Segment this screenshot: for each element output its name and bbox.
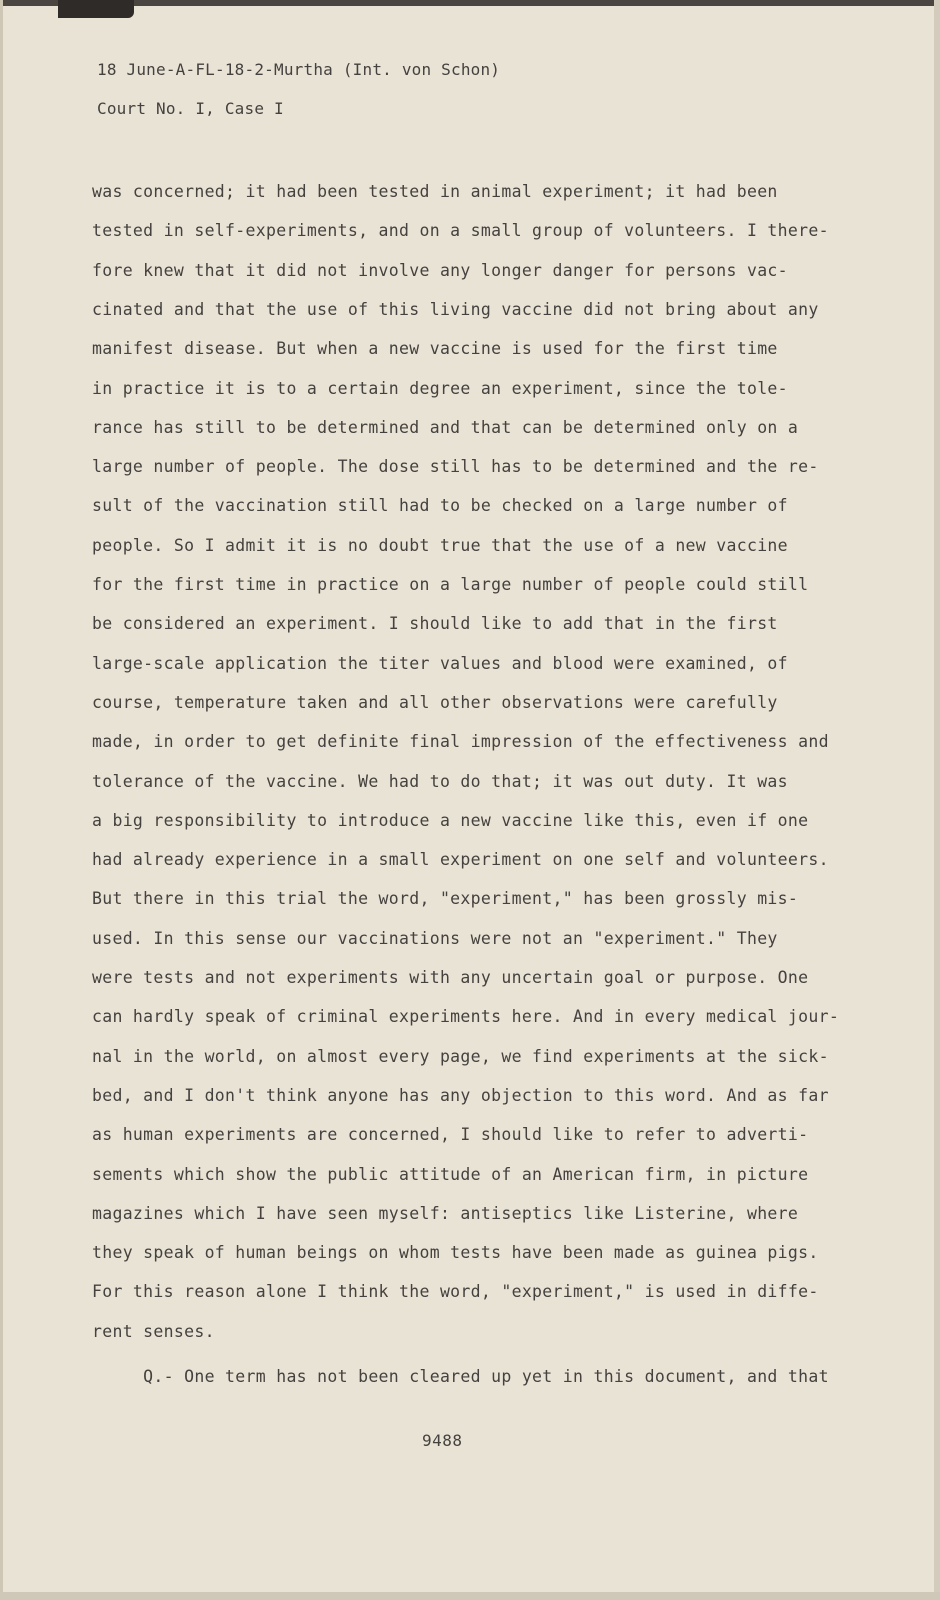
body-text-line: fore knew that it did not involve any longer danger for persons vac- xyxy=(92,261,788,280)
body-text-line: were tests and not experiments with any uncertain goal or purpose. One xyxy=(92,968,809,987)
body-text-line: be considered an experiment. I should like to add that in the first xyxy=(92,614,778,633)
page-number: 9488 xyxy=(422,1431,463,1450)
body-text-line: rent senses. xyxy=(92,1322,215,1341)
left-edge xyxy=(0,0,3,1600)
body-text-line: nal in the world, on almost every page, we find experiments at the sick- xyxy=(92,1047,829,1066)
bottom-edge xyxy=(0,1592,940,1600)
body-text-line: people. So I admit it is no doubt true that the use of a new vaccine xyxy=(92,536,788,555)
body-text-line: manifest disease. But when a new vaccine is used for the first time xyxy=(92,339,778,358)
top-edge xyxy=(0,0,940,6)
binder-tab xyxy=(58,0,134,18)
body-text-line: for the first time in practice on a large number of people could still xyxy=(92,575,809,594)
body-text-line: cinated and that the use of this living vaccine did not bring about any xyxy=(92,300,819,319)
body-text-line: can hardly speak of criminal experiments here. And in every medical jour- xyxy=(92,1007,840,1026)
body-text-line: as human experiments are concerned, I should like to refer to adverti- xyxy=(92,1125,809,1144)
body-text-line: tolerance of the vaccine. We had to do that; it was out duty. It was xyxy=(92,772,788,791)
body-text-line: Q.- One term has not been cleared up yet in this document, and that xyxy=(92,1367,829,1386)
body-text-line: tested in self-experiments, and on a small group of volunteers. I there- xyxy=(92,221,829,240)
body-text-line: in practice it is to a certain degree an experiment, since the tole- xyxy=(92,379,788,398)
body-text-line: was concerned; it had been tested in animal experiment; it had been xyxy=(92,182,778,201)
right-edge xyxy=(934,0,940,1600)
body-text-line: they speak of human beings on whom tests have been made as guinea pigs. xyxy=(92,1243,819,1262)
body-text-line: a big responsibility to introduce a new vaccine like this, even if one xyxy=(92,811,809,830)
body-text-line: course, temperature taken and all other observations were carefully xyxy=(92,693,778,712)
document-header-reference: 18 June-A-FL-18-2-Murtha (Int. von Schon) xyxy=(97,60,501,79)
body-text-line: sult of the vaccination still had to be checked on a large number of xyxy=(92,496,788,515)
body-text-line: made, in order to get definite final impression of the effectiveness and xyxy=(92,732,829,751)
body-text-line: sements which show the public attitude of an American firm, in picture xyxy=(92,1165,809,1184)
body-text-line: large number of people. The dose still has to be determined and the re- xyxy=(92,457,819,476)
body-text-line: used. In this sense our vaccinations were not an "experiment." They xyxy=(92,929,778,948)
body-text-line: But there in this trial the word, "experiment," has been grossly mis- xyxy=(92,889,799,908)
body-text-line: had already experience in a small experiment on one self and volunteers. xyxy=(92,850,829,869)
document-header-court: Court No. I, Case I xyxy=(97,99,284,118)
body-text-line: rance has still to be determined and that can be determined only on a xyxy=(92,418,799,437)
body-text-line: For this reason alone I think the word, "experiment," is used in diffe- xyxy=(92,1282,819,1301)
body-text-line: bed, and I don't think anyone has any objection to this word. And as far xyxy=(92,1086,829,1105)
body-text-line: magazines which I have seen myself: antiseptics like Listerine, where xyxy=(92,1204,799,1223)
body-text-line: large-scale application the titer values and blood were examined, of xyxy=(92,654,788,673)
